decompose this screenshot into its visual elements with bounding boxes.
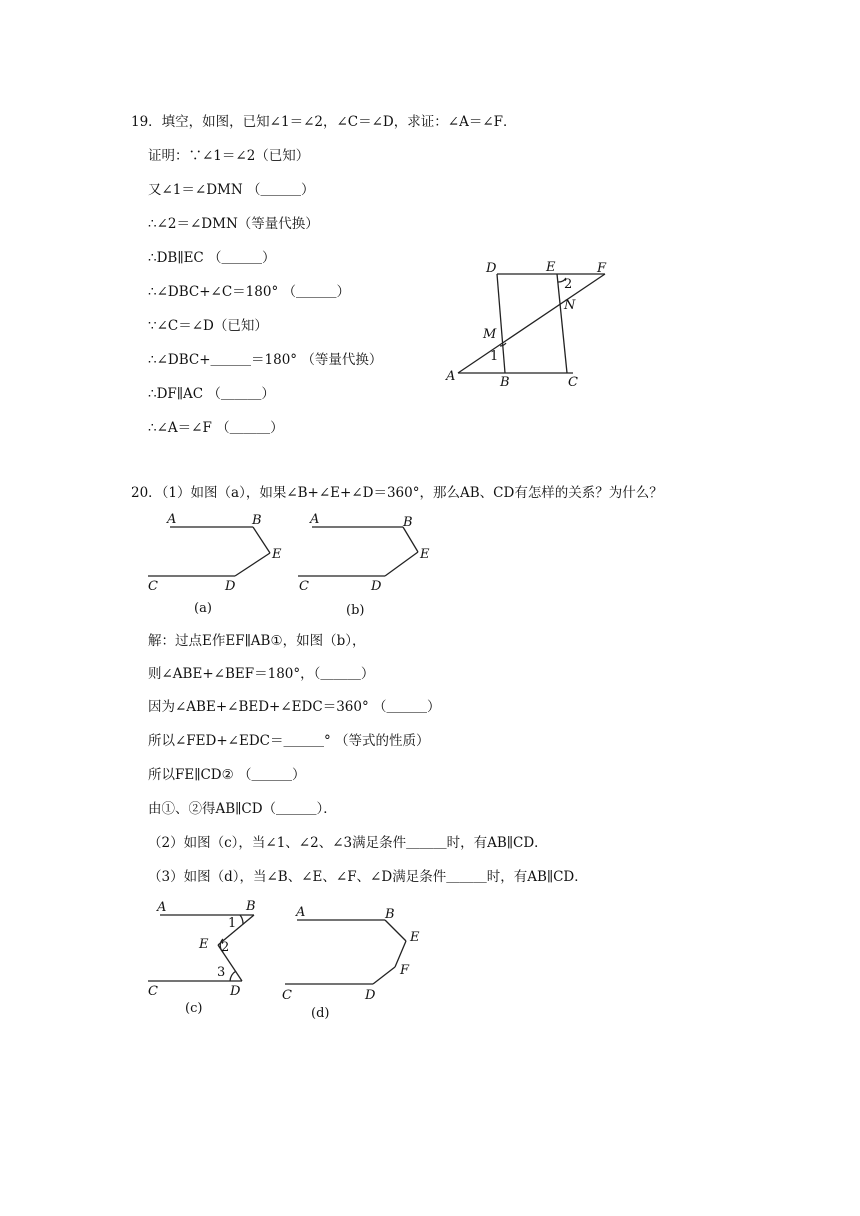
q19-line-5: ∴∠DBC+∠C＝180° （＿＿＿） <box>148 284 350 300</box>
label-M: M <box>483 327 497 342</box>
q19-line-7: ∴∠DBC+＿＿＿＝180° （等量代换） <box>148 352 383 368</box>
q20-solution-5: 所以FE∥CD② （＿＿＿） <box>148 767 306 783</box>
q19-figure <box>440 258 620 390</box>
q20-solution-1: 解：过点E作EF∥AB①，如图（b）， <box>148 633 366 649</box>
label-F: F <box>597 261 607 276</box>
b-label-D: D <box>371 579 382 594</box>
d-label-F: F <box>400 963 410 978</box>
caption-d: (d) <box>311 1006 330 1021</box>
d-label-D: D <box>365 988 376 1003</box>
q19-line-3: ∴∠2＝∠DMN（等量代换） <box>148 216 319 232</box>
q20-header: 20．（1）如图（a），如果∠B+∠E+∠D＝360°，那么AB、CD有怎样的关系？为什么？ <box>131 485 663 501</box>
q19-header: 19．填空，如图，已知∠1＝∠2，∠C＝∠D，求证：∠A＝∠F． <box>131 114 517 130</box>
label-A: A <box>446 369 456 384</box>
b-label-E: E <box>420 547 430 562</box>
caption-b: (b) <box>346 603 365 618</box>
c-label-2: 2 <box>221 940 230 955</box>
q20-part-2: （2）如图（c），当∠1、∠2、∠3满足条件＿＿＿时，有AB∥CD． <box>148 835 548 851</box>
a-label-D: D <box>225 579 236 594</box>
c-label-1: 1 <box>228 916 237 931</box>
d-label-E: E <box>410 930 420 945</box>
a-label-B: B <box>252 513 262 528</box>
q20-part-3: （3）如图（d），当∠B、∠E、∠F、∠D满足条件＿＿＿时，有AB∥CD． <box>148 869 588 885</box>
label-E: E <box>546 260 556 275</box>
c-label-D: D <box>230 984 241 999</box>
q20-figure-a <box>140 508 290 620</box>
c-label-E: E <box>199 937 209 952</box>
c-label-3: 3 <box>217 965 226 980</box>
q20-figure-d <box>275 895 435 1025</box>
q19-line-8: ∴DF∥AC （＿＿＿） <box>148 386 275 402</box>
a-label-C: C <box>148 579 158 594</box>
c-label-A: A <box>157 900 167 915</box>
q19-line-9: ∴∠A＝∠F （＿＿＿） <box>148 420 284 436</box>
q20-figure-c <box>140 895 270 1025</box>
label-B: B <box>500 375 510 390</box>
b-label-B: B <box>403 515 413 530</box>
q19-line-6: ∵∠C＝∠D（已知） <box>148 318 268 334</box>
a-label-A: A <box>167 512 177 527</box>
d-label-A: A <box>296 905 306 920</box>
caption-a: (a) <box>194 601 212 616</box>
label-C: C <box>568 375 578 390</box>
q20-solution-3: 因为∠ABE+∠BED+∠EDC＝360° （＿＿＿） <box>148 699 441 715</box>
a-label-E: E <box>272 547 282 562</box>
q20-figure-b <box>290 508 450 620</box>
q19-line-2: 又∠1＝∠DMN （＿＿＿） <box>148 182 315 198</box>
d-label-B: B <box>385 907 395 922</box>
q20-solution-2: 则∠ABE+∠BEF＝180°，（＿＿＿） <box>148 666 375 682</box>
label-D: D <box>486 261 497 276</box>
line-AF <box>458 274 605 373</box>
d-label-C: C <box>282 988 292 1003</box>
b-label-C: C <box>299 579 309 594</box>
label-angle-2: 2 <box>564 277 573 292</box>
q20-solution-6: 由①、②得AB∥CD（＿＿＿）． <box>148 801 337 817</box>
q19-line-4: ∴DB∥EC （＿＿＿） <box>148 250 276 266</box>
c-label-C: C <box>148 984 158 999</box>
label-N: N <box>564 298 576 313</box>
b-label-A: A <box>310 512 320 527</box>
q20-solution-4: 所以∠FED+∠EDC＝＿＿＿° （等式的性质） <box>148 733 430 749</box>
c-label-B: B <box>246 899 256 914</box>
q19-line-1: 证明：∵∠1＝∠2（已知） <box>148 148 310 164</box>
label-angle-1: 1 <box>490 349 499 364</box>
caption-c: (c) <box>185 1001 203 1016</box>
